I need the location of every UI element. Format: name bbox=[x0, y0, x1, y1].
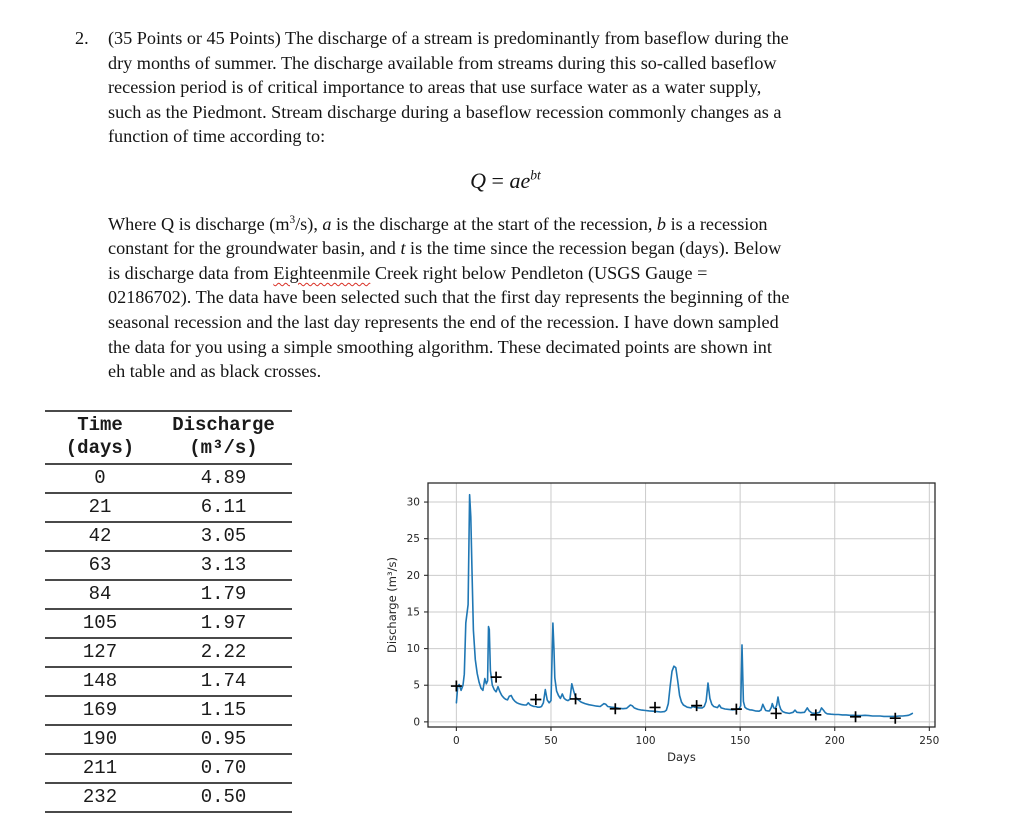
hydrograph-line bbox=[456, 495, 912, 717]
x-tick-label: 50 bbox=[544, 735, 558, 747]
paragraph-line bbox=[108, 335, 915, 360]
time-cell: 190 bbox=[82, 728, 118, 750]
time-header-line1: Time bbox=[77, 414, 123, 436]
table-row bbox=[45, 696, 292, 725]
time-cell: 232 bbox=[82, 786, 118, 808]
discharge-cell: 0.70 bbox=[200, 757, 247, 779]
text-segment: the data for you using a simple smoothing algorithm. These decimated points are shown int bbox=[108, 336, 772, 357]
text-segment: eh table and as black crosses. bbox=[108, 361, 322, 382]
text-segment: Eighteenmile bbox=[273, 262, 371, 283]
paragraph-line: (35 Points or 45 Points) The discharge of a stream is predominantly from baseflow during the bbox=[108, 28, 789, 48]
table-row bbox=[45, 638, 292, 667]
discharge-cell: 6.11 bbox=[200, 496, 247, 518]
grid-lines bbox=[428, 483, 935, 727]
discharge-cell: 1.97 bbox=[200, 612, 247, 634]
discharge-cell: 1.79 bbox=[200, 583, 247, 605]
table-row bbox=[45, 580, 292, 609]
text-segment: = bbox=[486, 167, 510, 193]
discharge-cell: 3.05 bbox=[200, 525, 247, 547]
time-cell: 84 bbox=[88, 583, 112, 605]
text-segment: is a recession bbox=[666, 213, 768, 234]
cross-marker bbox=[610, 703, 621, 714]
recession-equation bbox=[108, 169, 903, 194]
discharge-cell: 1.74 bbox=[200, 670, 247, 692]
paragraph-line bbox=[108, 261, 915, 286]
y-tick-label: 25 bbox=[406, 533, 420, 546]
table-row bbox=[45, 493, 292, 522]
table-row bbox=[45, 609, 292, 638]
y-tick-label: 0 bbox=[413, 716, 420, 729]
tick-marks bbox=[424, 502, 929, 731]
y-tick-label: 15 bbox=[406, 606, 420, 619]
discharge-cell: 1.15 bbox=[200, 699, 247, 721]
text-segment: is the discharge at the start of the recession, bbox=[331, 213, 657, 234]
x-tick-label: 0 bbox=[453, 735, 460, 747]
paragraph-line bbox=[108, 359, 915, 384]
x-tick-label: 250 bbox=[919, 735, 940, 747]
x-axis-label: Days bbox=[667, 750, 696, 764]
discharge-cell: 0.50 bbox=[200, 786, 247, 808]
table-row bbox=[45, 522, 292, 551]
paragraph-line: such as the Piedmont. Stream discharge during a baseflow recession commonly changes as a bbox=[108, 101, 782, 122]
time-column-header bbox=[45, 411, 155, 464]
text-segment: Q bbox=[470, 167, 487, 193]
paragraph-line bbox=[108, 310, 915, 335]
paragraph-line: dry months of summer. The discharge available from streams during this so-called baseflow bbox=[108, 52, 777, 73]
text-segment: Creek right below Pendleton (USGS Gauge = bbox=[370, 262, 708, 283]
discharge-cell: 3.13 bbox=[200, 554, 247, 576]
text-segment: seasonal recession and the last day represents the end of the recession. I have down sampled bbox=[108, 311, 779, 332]
y-tick-label: 5 bbox=[413, 679, 420, 692]
cross-marker bbox=[771, 708, 782, 719]
text-segment: /s), bbox=[295, 213, 323, 234]
table-header-row bbox=[45, 411, 292, 464]
time-cell: 63 bbox=[88, 554, 112, 576]
problem-number: 2. bbox=[75, 28, 89, 48]
table-row bbox=[45, 464, 292, 493]
text-segment: bt bbox=[530, 167, 541, 183]
y-axis-label: Discharge (m³/s) bbox=[385, 557, 399, 653]
discharge-hydrograph-chart bbox=[383, 468, 983, 778]
text-segment: Where Q is discharge (m bbox=[108, 213, 290, 234]
paragraph-line: function of time according to: bbox=[108, 126, 326, 147]
description-paragraph bbox=[108, 212, 915, 384]
discharge-table bbox=[45, 410, 292, 813]
text-segment: b bbox=[656, 213, 667, 234]
x-tick-label: 200 bbox=[824, 735, 845, 747]
table-row bbox=[45, 725, 292, 754]
text-segment: constant for the groundwater basin, and bbox=[108, 238, 401, 259]
discharge-column-header bbox=[155, 411, 292, 464]
discharge-cell: 0.95 bbox=[200, 728, 247, 750]
cross-marker bbox=[570, 693, 581, 704]
time-cell: 105 bbox=[82, 612, 118, 634]
time-header-line2: (days) bbox=[65, 437, 135, 459]
paragraph-line bbox=[108, 212, 915, 237]
time-cell: 42 bbox=[88, 525, 112, 547]
table-row bbox=[45, 667, 292, 696]
discharge-cell: 4.89 bbox=[200, 467, 247, 489]
x-tick-label: 150 bbox=[730, 735, 751, 747]
table-row bbox=[45, 783, 292, 812]
problem-statement bbox=[75, 26, 915, 384]
cross-marker bbox=[850, 711, 861, 722]
paragraph-line: recession period is of critical importance to areas that use surface water as a water supply, bbox=[108, 77, 762, 98]
discharge-header-line2: (m³/s) bbox=[189, 437, 258, 459]
cross-marker bbox=[691, 700, 702, 711]
y-tick-label: 10 bbox=[406, 643, 420, 656]
equation-text bbox=[470, 168, 541, 193]
time-cell: 127 bbox=[82, 641, 118, 663]
time-cell: 148 bbox=[82, 670, 118, 692]
axes-box bbox=[428, 483, 935, 727]
text-segment: 3 bbox=[289, 213, 296, 226]
paragraph-line bbox=[108, 285, 915, 310]
intro-paragraph bbox=[108, 26, 915, 149]
decimated-cross-markers bbox=[451, 672, 901, 724]
time-cell: 169 bbox=[82, 699, 118, 721]
text-segment: 02186702). The data have been selected such that the first day represents the beginning of the bbox=[108, 287, 790, 308]
text-segment: a bbox=[322, 213, 332, 234]
cross-marker bbox=[530, 694, 541, 705]
time-cell: 211 bbox=[82, 757, 118, 779]
table-row bbox=[45, 551, 292, 580]
paragraph-line bbox=[108, 236, 915, 261]
discharge-header-line1: Discharge bbox=[172, 414, 275, 436]
time-cell: 0 bbox=[94, 467, 106, 489]
text-segment: is the time since the recession began (days). Below bbox=[405, 238, 782, 259]
discharge-cell: 2.22 bbox=[200, 641, 247, 663]
table-row bbox=[45, 754, 292, 783]
text-segment: is discharge data from bbox=[108, 262, 274, 283]
y-tick-label: 30 bbox=[406, 496, 420, 509]
text-segment: ae bbox=[509, 167, 531, 193]
y-tick-label: 20 bbox=[406, 569, 420, 582]
x-tick-label: 100 bbox=[635, 735, 656, 747]
text-segment: t bbox=[400, 238, 406, 259]
time-cell: 21 bbox=[88, 496, 112, 518]
